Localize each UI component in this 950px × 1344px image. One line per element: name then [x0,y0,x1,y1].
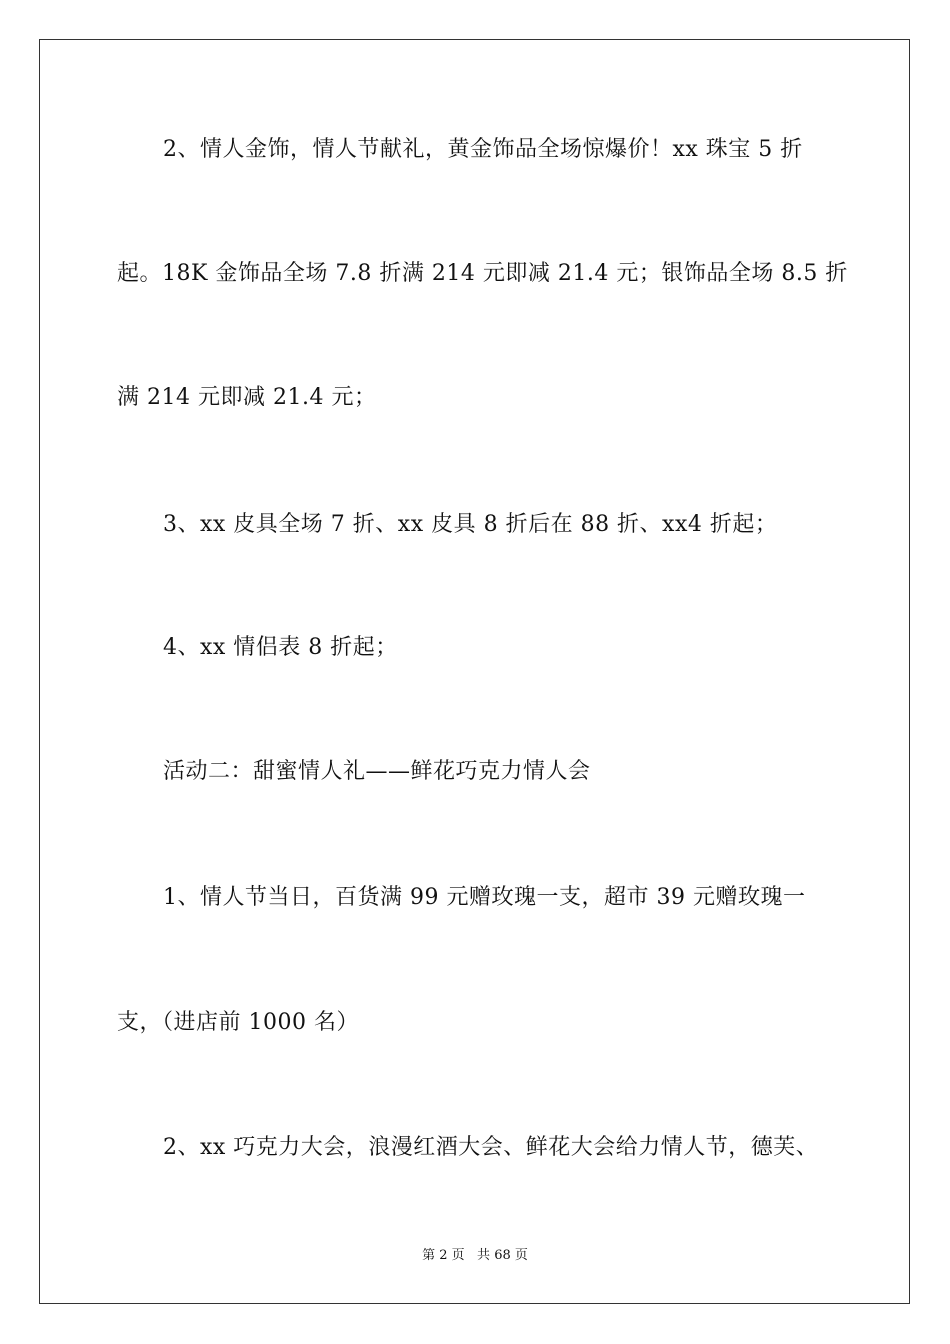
text-line-7: 1、情人节当日，百货满 99 元赠玫瑰一支，超市 39 元赠玫瑰一 [163,885,806,910]
text-line-4: 3、xx 皮具全场 7 折、xx 皮具 8 折后在 88 折、xx4 折起； [163,512,778,537]
page-border [39,39,910,1304]
text-line-3: 满 214 元即减 21.4 元； [117,385,377,410]
text-line-5: 4、xx 情侣表 8 折起； [163,635,398,660]
text-line-2: 起。18K 金饰品全场 7.8 折满 214 元即减 21.4 元；银饰品全场 8.5 折 [117,261,848,286]
text-line-8: 支，（进店前 1000 名） [117,1010,359,1035]
section-heading: 活动二：甜蜜情人礼——鲜花巧克力情人会 [163,759,591,784]
text-line-9: 2、xx 巧克力大会，浪漫红酒大会、鲜花大会给力情人节，德芙、 [163,1135,819,1160]
page-footer: 第 2 页 共 68 页 [422,1248,528,1263]
text-line-1: 2、情人金饰，情人节献礼，黄金饰品全场惊爆价！xx 珠宝 5 折 [163,137,803,162]
